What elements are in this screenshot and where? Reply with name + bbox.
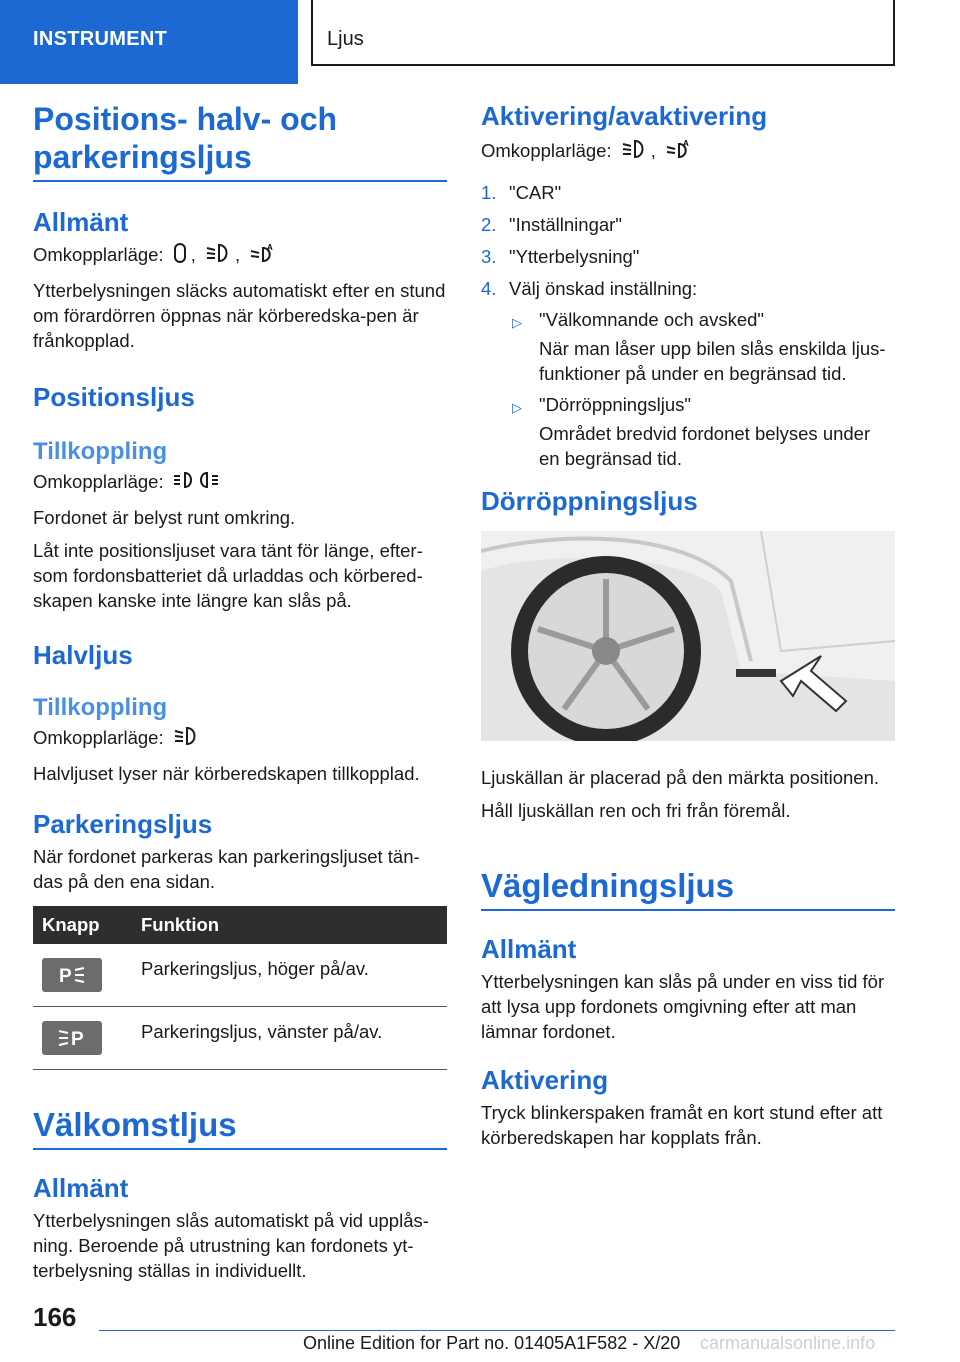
low-beam-icon [205, 242, 231, 270]
door-light-illustration [481, 531, 895, 741]
valkomst-title: Välkomstljus [33, 1106, 447, 1150]
table-header-knapp: Knapp [33, 906, 132, 944]
triangle-bullet-icon: ▷ [512, 400, 522, 416]
sub-list-item [509, 392, 895, 471]
dorr-heading: Dörröppningsljus [481, 486, 698, 517]
table-cell-button [33, 944, 132, 1007]
right-column [481, 100, 895, 1150]
footer-divider [99, 1330, 895, 1331]
left-column [33, 100, 447, 1283]
sub-options-list [509, 307, 895, 471]
page-number: 166 [33, 1302, 77, 1332]
list-item [481, 276, 895, 471]
sub-option-desc: När man låser upp bilen slås enskilda ljus-funktioner på under en begränsad tid. [539, 338, 886, 385]
svg-text:P: P [71, 1029, 84, 1050]
dorr-p2: Håll ljuskällan ren och fri från föremål. [481, 800, 791, 822]
step-text: "CAR" [509, 182, 562, 204]
footer-edition: Online Edition for Part no. 01405A1F582 - X/20 [303, 1333, 681, 1353]
section-tab: INSTRUMENT [0, 0, 298, 84]
page-title [33, 100, 447, 182]
svg-text:A: A [267, 243, 274, 253]
switch-label: Omkopplarläge: [33, 471, 164, 493]
halvljus-heading: Halvljus [33, 640, 133, 671]
vagledning-title: Vägledningsljus [481, 867, 895, 911]
allmant-body: Ytterbelysningen släcks automatiskt efter en stund om förardörren öppnas när körberedska-pen är frånkopplad. [33, 280, 446, 352]
switch-label: Omkopplarläge: [481, 140, 612, 161]
halvljus-p1: Halvljuset lyser när körberedskapen tillkopplad. [33, 763, 420, 785]
title-line-1: Positions- halv- och [33, 101, 338, 137]
step-number: 2. [481, 214, 497, 236]
switch-label: Omkopplarläge: [33, 727, 164, 749]
vagledning-allmant-heading: Allmänt [481, 934, 577, 965]
positionsljus-p1: Fordonet är belyst runt omkring. [33, 507, 296, 529]
low-beam-icon [173, 725, 199, 753]
vagledning-aktivering-body: Tryck blinkerspaken framåt en kort stund efter att körberedskapen har kopplats från. [481, 1102, 883, 1149]
table-header-funktion: Funktion [132, 906, 447, 944]
halvljus-sub: Tillkoppling [33, 694, 168, 722]
table-cell-button [33, 1007, 132, 1070]
sub-option-label: "Dörröppningsljus" [539, 394, 691, 416]
parking-light-left-icon [42, 1021, 102, 1055]
chapter-tab: Ljus [311, 0, 895, 66]
auto-light-icon [249, 242, 277, 270]
aktivering-switch-line: Omkopplarläge: , A [481, 138, 895, 166]
positionsljus-heading: Positionsljus [33, 382, 195, 413]
step-text: "Inställningar" [509, 214, 622, 236]
table-row [33, 944, 447, 1007]
sub-list-item [509, 307, 895, 386]
vagledning-body: Ytterbelysningen kan slås på under en viss tid för att lysa upp fordonets omgivning efter att man lämnar fordonet. [481, 971, 885, 1043]
positionsljus-p2: Låt inte positionsljuset vara tänt för länge, efter-som fordonsbatteriet då urladdas och körbered-skapen kanske inte längre kan slås på. [33, 540, 423, 612]
sub-option-desc: Området bredvid fordonet belyses under en begränsad tid. [539, 423, 871, 470]
off-position-icon [173, 242, 187, 270]
aktivering-heading: Aktivering/avaktivering [481, 101, 768, 131]
halvljus-switch-line [33, 725, 447, 753]
table-cell-text: Parkeringsljus, höger på/av. [132, 944, 447, 1007]
auto-light-icon [665, 138, 693, 166]
triangle-bullet-icon: ▷ [512, 315, 522, 331]
svg-text:A: A [683, 139, 689, 149]
dorr-p1: Ljuskällan är placerad på den märkta positionen. [481, 767, 879, 789]
list-item [481, 212, 895, 237]
step-text: "Ytterbelysning" [509, 246, 640, 268]
vagledning-aktivering-heading: Aktivering [481, 1065, 609, 1096]
title-line-2: parkeringsljus [33, 139, 252, 175]
watermark: carmanualsonline.info [700, 1333, 876, 1353]
step-number: 3. [481, 246, 497, 268]
svg-text:P: P [59, 966, 72, 987]
parkeringsljus-p1: När fordonet parkeras kan parkeringsljuset tän-das på den ena sidan. [33, 846, 420, 893]
step-text: Välj önskad inställning: [509, 278, 698, 300]
list-item [481, 180, 895, 205]
parkeringsljus-heading: Parkeringsljus [33, 809, 213, 840]
table-row [33, 1007, 447, 1070]
allmant-heading: Allmänt [33, 207, 129, 237]
list-item [481, 244, 895, 269]
positionsljus-sub: Tillkoppling [33, 438, 168, 466]
table-cell-text: Parkeringsljus, vänster på/av. [132, 1007, 447, 1070]
step-number: 4. [481, 278, 497, 300]
valkomst-allmant-heading: Allmänt [33, 1173, 129, 1204]
parking-light-icon [173, 469, 219, 497]
steps-list [481, 180, 895, 471]
valkomst-body: Ytterbelysningen slås automatiskt på vid upplås-ning. Beroende på utrustning kan fordonets yt-terbelysning ställas in individuellt. [33, 1210, 429, 1282]
button-table [33, 906, 447, 1070]
low-beam-icon [621, 138, 647, 166]
positionsljus-switch-line [33, 469, 447, 497]
switch-label: Omkopplarläge: [33, 244, 164, 265]
step-number: 1. [481, 182, 497, 204]
sub-option-label: "Välkomnande och avsked" [539, 309, 764, 331]
parking-light-right-icon [42, 958, 102, 992]
switch-position-line: Omkopplarläge: , , A [33, 242, 447, 270]
